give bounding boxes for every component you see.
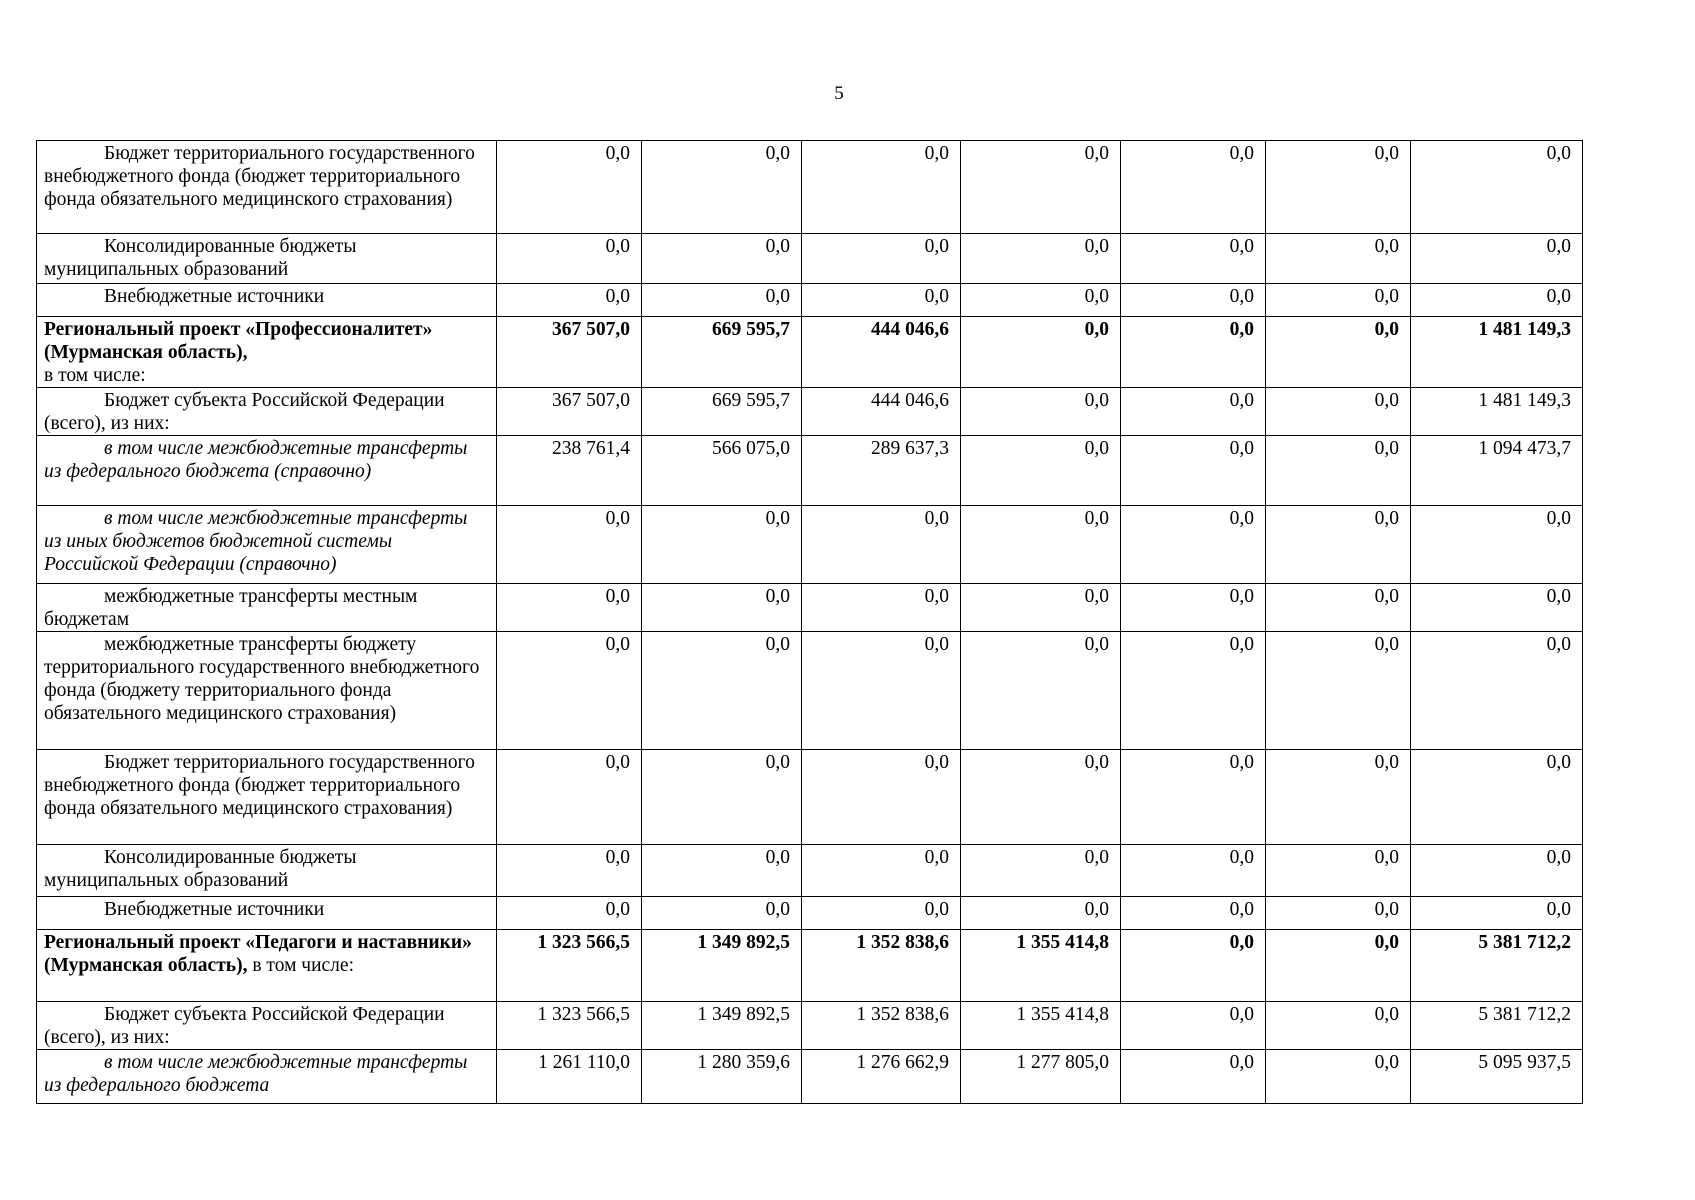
value-cell: 444 046,6 (802, 317, 961, 388)
value-cell: 0,0 (1121, 1050, 1266, 1104)
row-label: в том числе межбюджетные трансферты из федерального бюджета (44, 1052, 468, 1096)
value-cell: 0,0 (497, 584, 642, 632)
value-cell: 1 277 805,0 (961, 1050, 1121, 1104)
row-label-cell (37, 845, 497, 897)
value-cell: 0,0 (1411, 234, 1583, 284)
value-cell: 238 761,4 (497, 436, 642, 506)
row-label-cell (37, 141, 497, 234)
value-cell: 0,0 (1121, 141, 1266, 234)
row-sublabel: в том числе: (44, 365, 146, 386)
value-cell: 0,0 (642, 234, 802, 284)
table-row (37, 930, 1583, 1002)
value-cell: 367 507,0 (497, 317, 642, 388)
value-cell: 0,0 (802, 284, 961, 317)
value-cell: 0,0 (1266, 897, 1411, 930)
value-cell: 0,0 (642, 284, 802, 317)
value-cell: 0,0 (1266, 750, 1411, 845)
value-cell: 0,0 (497, 506, 642, 584)
row-label-cell (37, 506, 497, 584)
value-cell: 0,0 (961, 632, 1121, 750)
row-label-cell (37, 930, 497, 1002)
row-label-cell (37, 750, 497, 845)
value-cell: 1 280 359,6 (642, 1050, 802, 1104)
row-label: Бюджет территориального государственного внебюджетного фонда (бюджет территориального фонда обязательного медицинского страхования) (44, 143, 475, 210)
row-label: Региональный проект «Педагоги и наставники» (Мурманская область), (44, 932, 472, 976)
value-cell: 0,0 (1266, 506, 1411, 584)
row-label: Внебюджетные источники (104, 286, 325, 307)
value-cell: 0,0 (497, 234, 642, 284)
table-row (37, 436, 1583, 506)
row-label-cell (37, 1002, 497, 1050)
row-label-cell (37, 584, 497, 632)
row-label: межбюджетные трансферты бюджету территориального государственного внебюджетного фонда (бюджету территориального фонда обязательного медицинского страхования) (44, 634, 480, 724)
value-cell: 0,0 (1266, 284, 1411, 317)
value-cell: 0,0 (802, 750, 961, 845)
value-cell: 0,0 (1121, 632, 1266, 750)
row-label: Бюджет субъекта Российской Федерации (всего), из них: (44, 1004, 445, 1048)
table-row (37, 1002, 1583, 1050)
value-cell: 0,0 (497, 632, 642, 750)
value-cell: 5 381 712,2 (1411, 1002, 1583, 1050)
value-cell: 0,0 (1411, 632, 1583, 750)
value-cell: 0,0 (1266, 234, 1411, 284)
value-cell: 0,0 (497, 845, 642, 897)
row-label-cell (37, 388, 497, 436)
table-row (37, 234, 1583, 284)
value-cell: 0,0 (642, 506, 802, 584)
value-cell: 0,0 (1411, 750, 1583, 845)
value-cell: 0,0 (1121, 750, 1266, 845)
value-cell: 5 095 937,5 (1411, 1050, 1583, 1104)
value-cell: 0,0 (1266, 845, 1411, 897)
value-cell: 0,0 (642, 141, 802, 234)
row-label-cell (37, 897, 497, 930)
value-cell: 0,0 (1121, 506, 1266, 584)
value-cell: 0,0 (497, 141, 642, 234)
value-cell: 1 349 892,5 (642, 1002, 802, 1050)
row-label-cell (37, 234, 497, 284)
budget-table (36, 140, 1583, 1104)
value-cell: 1 352 838,6 (802, 1002, 961, 1050)
page-number: 5 (834, 83, 844, 104)
value-cell: 0,0 (642, 845, 802, 897)
value-cell: 0,0 (1266, 388, 1411, 436)
row-label: в том числе межбюджетные трансферты из федерального бюджета (справочно) (44, 438, 468, 482)
value-cell: 1 481 149,3 (1411, 317, 1583, 388)
value-cell: 0,0 (642, 632, 802, 750)
value-cell: 0,0 (642, 750, 802, 845)
row-sublabel: в том числе: (252, 955, 354, 976)
value-cell: 0,0 (961, 750, 1121, 845)
value-cell: 0,0 (802, 141, 961, 234)
row-label: в том числе межбюджетные трансферты из иных бюджетов бюджетной системы Российской Федерации (справочно) (44, 508, 468, 575)
row-label: Бюджет территориального государственного внебюджетного фонда (бюджет территориального фонда обязательного медицинского страхования) (44, 752, 475, 819)
value-cell: 1 276 662,9 (802, 1050, 961, 1104)
row-label-cell (37, 436, 497, 506)
value-cell: 0,0 (1121, 897, 1266, 930)
table-row (37, 141, 1583, 234)
value-cell: 5 381 712,2 (1411, 930, 1583, 1002)
value-cell: 0,0 (497, 284, 642, 317)
value-cell: 0,0 (961, 284, 1121, 317)
row-label: Консолидированные бюджеты муниципальных образований (44, 847, 357, 891)
value-cell: 0,0 (1266, 141, 1411, 234)
value-cell: 0,0 (1121, 436, 1266, 506)
value-cell: 0,0 (642, 897, 802, 930)
value-cell: 0,0 (1266, 1002, 1411, 1050)
value-cell: 669 595,7 (642, 388, 802, 436)
value-cell: 0,0 (1121, 1002, 1266, 1050)
value-cell: 0,0 (1411, 141, 1583, 234)
value-cell: 0,0 (1121, 584, 1266, 632)
value-cell: 0,0 (1121, 388, 1266, 436)
value-cell: 1 323 566,5 (497, 1002, 642, 1050)
value-cell: 289 637,3 (802, 436, 961, 506)
table-body (37, 141, 1583, 1104)
value-cell: 0,0 (961, 584, 1121, 632)
row-label: Внебюджетные источники (104, 899, 325, 920)
value-cell: 0,0 (1121, 317, 1266, 388)
value-cell: 0,0 (961, 388, 1121, 436)
table-row (37, 317, 1583, 388)
row-label-cell (37, 1050, 497, 1104)
value-cell: 0,0 (1411, 284, 1583, 317)
table-row (37, 584, 1583, 632)
value-cell: 1 261 110,0 (497, 1050, 642, 1104)
value-cell: 444 046,6 (802, 388, 961, 436)
table-row (37, 388, 1583, 436)
value-cell: 0,0 (1121, 284, 1266, 317)
value-cell: 0,0 (1411, 845, 1583, 897)
value-cell: 1 352 838,6 (802, 930, 961, 1002)
value-cell: 0,0 (802, 584, 961, 632)
value-cell: 669 595,7 (642, 317, 802, 388)
row-label-cell (37, 317, 497, 388)
value-cell: 0,0 (961, 845, 1121, 897)
value-cell: 566 075,0 (642, 436, 802, 506)
value-cell: 0,0 (1411, 506, 1583, 584)
value-cell: 0,0 (1266, 1050, 1411, 1104)
value-cell: 0,0 (1266, 584, 1411, 632)
value-cell: 0,0 (1266, 436, 1411, 506)
table-row (37, 897, 1583, 930)
value-cell: 0,0 (1121, 930, 1266, 1002)
value-cell: 0,0 (1411, 897, 1583, 930)
table-row (37, 845, 1583, 897)
table-row (37, 506, 1583, 584)
table-row (37, 1050, 1583, 1104)
value-cell: 0,0 (961, 897, 1121, 930)
table-row (37, 284, 1583, 317)
value-cell: 0,0 (1266, 632, 1411, 750)
value-cell: 0,0 (802, 506, 961, 584)
value-cell: 0,0 (642, 584, 802, 632)
value-cell: 0,0 (1121, 234, 1266, 284)
value-cell: 1 355 414,8 (961, 930, 1121, 1002)
value-cell: 0,0 (497, 897, 642, 930)
value-cell: 0,0 (961, 234, 1121, 284)
value-cell: 367 507,0 (497, 388, 642, 436)
table-row (37, 632, 1583, 750)
value-cell: 0,0 (1266, 317, 1411, 388)
row-label: Консолидированные бюджеты муниципальных образований (44, 236, 357, 280)
value-cell: 0,0 (961, 436, 1121, 506)
value-cell: 1 481 149,3 (1411, 388, 1583, 436)
value-cell: 0,0 (961, 317, 1121, 388)
value-cell: 0,0 (961, 506, 1121, 584)
value-cell: 0,0 (1121, 845, 1266, 897)
value-cell: 0,0 (802, 845, 961, 897)
value-cell: 0,0 (802, 632, 961, 750)
value-cell: 0,0 (961, 141, 1121, 234)
value-cell: 0,0 (1266, 930, 1411, 1002)
value-cell: 0,0 (1411, 584, 1583, 632)
row-label: Региональный проект «Профессионалитет» (Мурманская область), (44, 319, 433, 363)
row-label-cell (37, 284, 497, 317)
value-cell: 1 355 414,8 (961, 1002, 1121, 1050)
value-cell: 1 323 566,5 (497, 930, 642, 1002)
table-row (37, 750, 1583, 845)
row-label: Бюджет субъекта Российской Федерации (всего), из них: (44, 390, 445, 434)
value-cell: 0,0 (802, 234, 961, 284)
value-cell: 0,0 (497, 750, 642, 845)
row-label-cell (37, 632, 497, 750)
row-label: межбюджетные трансферты местным бюджетам (44, 586, 418, 630)
value-cell: 1 094 473,7 (1411, 436, 1583, 506)
value-cell: 0,0 (802, 897, 961, 930)
value-cell: 1 349 892,5 (642, 930, 802, 1002)
